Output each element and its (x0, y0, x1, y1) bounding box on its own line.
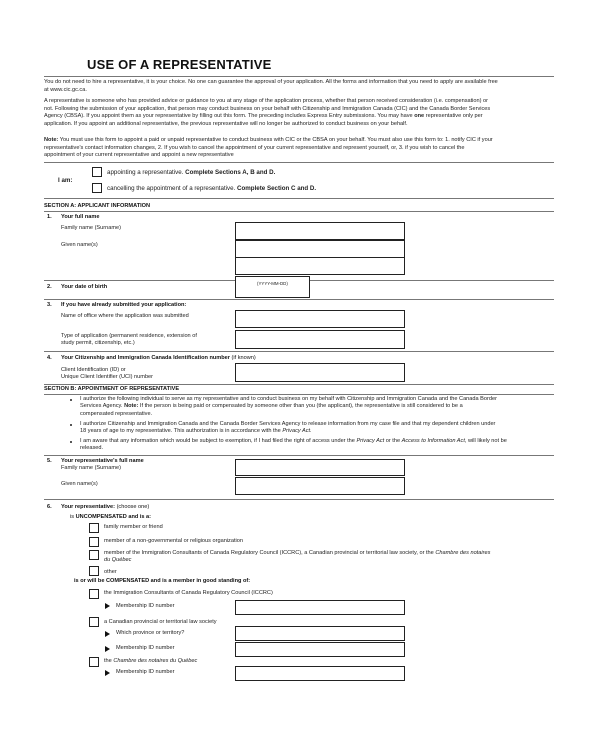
office-label: Name of office where the application was submitted (61, 313, 189, 319)
intro-paragraph-1 (44, 79, 554, 94)
arrow-right-icon (105, 631, 110, 637)
divider (44, 394, 554, 395)
intro-line: A representative is someone who has provided advice or guidance to you at any stage of the application process, whether that person received consideration (i.e. compensation) or (44, 98, 489, 104)
intro-paragraph-2 (44, 98, 554, 128)
statement-act: Privacy Act (356, 438, 385, 444)
application-type-field[interactable] (235, 330, 405, 349)
statement-note-label: Note: (124, 403, 139, 410)
rep-family-name-field[interactable] (235, 459, 405, 476)
q3-label: If you have already submitted your application: (61, 302, 187, 308)
q2-number: 2. (47, 284, 52, 290)
q6-hint: (choose one) (116, 504, 150, 510)
bullet (70, 441, 72, 443)
rep-given-names-label: Given name(s) (61, 481, 98, 487)
statement-act: Privacy Act. (282, 428, 312, 435)
q3-number: 3. (47, 302, 52, 308)
q2-label: Your date of birth (61, 284, 108, 290)
rep-given-names-field[interactable] (235, 477, 405, 495)
statement-text: or the (385, 438, 401, 444)
intro-line: not. Following the submission of your application, that person may conduct business on your behalf with Citizenship and Immigration Canada (CIC) and the Canada Border Services (44, 105, 491, 112)
law-society-membership-label: Membership ID number (116, 645, 175, 651)
option-italic: Chambre des notaires du Québec (113, 658, 198, 664)
cancelling-option (107, 185, 316, 192)
family-name-label: Family name (Surname) (61, 225, 121, 231)
appointing-checkbox[interactable] (92, 167, 102, 177)
law-society-option: a Canadian provincial or territorial law society (104, 619, 217, 625)
label-line: Type of application (permanent residence, extension of (61, 333, 197, 339)
regulatory-member-checkbox[interactable] (89, 550, 99, 560)
notaires-checkbox[interactable] (89, 657, 99, 667)
q5-number: 5. (47, 458, 52, 464)
q1-number: 1. (47, 214, 52, 220)
iccrc-option: the Immigration Consultants of Canada Regulatory Council (ICCRC) (104, 590, 273, 596)
note-line: representative's contact information changes, 2. If you wish to cancel the appointment of your current representative and represent yourself, or, 3. if you wish to cancel the (44, 144, 465, 151)
intro-line: You do not need to hire a representative, it is your choice. No one can guarantee the approval of your application. All the forms and information that you need to apply are available free (44, 79, 498, 85)
statement-line: released. (80, 445, 104, 452)
intro-line (44, 113, 554, 121)
intro-note (44, 137, 554, 160)
family-friend-checkbox[interactable] (89, 523, 99, 533)
arrow-right-icon (105, 670, 110, 676)
office-field[interactable] (235, 310, 405, 328)
option-line (104, 550, 554, 557)
q6-label (61, 504, 149, 510)
q4-label (61, 355, 256, 361)
q4-text: Your Citizenship and Immigration Canada Identification number (61, 355, 230, 361)
q1-label: Your full name (61, 214, 100, 220)
note-line: appointment of your current representative and appoint a new representative (44, 152, 234, 159)
iccrc-membership-label: Membership ID number (116, 603, 175, 609)
q4-number: 4. (47, 355, 52, 361)
authorization-statement-3 (80, 438, 555, 453)
divider (44, 198, 554, 199)
uncompensated-prefix: is (70, 514, 75, 520)
authorization-statement-1 (80, 396, 555, 418)
law-society-checkbox[interactable] (89, 617, 99, 627)
q4-hint: (if known) (231, 355, 256, 361)
intro-line: at www.cic.gc.ca. (44, 86, 87, 93)
divider (44, 499, 554, 500)
q6-text: Your representative: (61, 504, 115, 510)
section-b-heading: SECTION B: APPOINTMENT OF REPRESENTATIVE (44, 386, 180, 392)
divider (44, 299, 554, 300)
divider (44, 455, 554, 456)
other-checkbox[interactable] (89, 566, 99, 576)
notaires-membership-field[interactable] (235, 666, 405, 681)
given-name-field-2[interactable] (235, 257, 405, 275)
iccrc-checkbox[interactable] (89, 589, 99, 599)
label-line: study permit, citizenship, etc.) (61, 340, 135, 347)
option-text: cancelling the appointment of a representative. (107, 185, 236, 192)
uncompensated-text: UNCOMPENSATED and is a: (75, 514, 152, 520)
statement-text: Services Agency. (80, 403, 123, 410)
client-id-label (61, 367, 153, 382)
rep-family-name-label: Family name (Surname) (61, 465, 121, 471)
label-line: Unique Client Identifier (UCI) number (61, 374, 154, 381)
option-italic: Chambre des notaires (435, 550, 491, 556)
notaires-option (104, 658, 197, 665)
page-title: USE OF A REPRESENTATIVE (87, 57, 272, 72)
application-type-label (61, 333, 197, 348)
iccrc-membership-field[interactable] (235, 600, 405, 615)
option-text: appointing a representative. (107, 169, 184, 176)
other-option: other (104, 569, 117, 575)
divider (44, 211, 554, 212)
province-field[interactable] (235, 626, 405, 641)
option-text: member of the Immigration Consultants of Canada Regulatory Council (ICCRC), a Canadian provincial or territorial law society, or the (104, 550, 434, 556)
divider (44, 384, 554, 385)
arrow-right-icon (105, 646, 110, 652)
arrow-right-icon (105, 603, 110, 609)
statement-text: I am aware that any information which would be subject to exemption, if I had filed the right of access under the (80, 438, 355, 444)
statement-line (80, 403, 555, 410)
option-instruction: Complete Section C and D. (237, 185, 317, 192)
option-instruction: Complete Sections A, B and D. (185, 169, 276, 176)
authorization-statement-2 (80, 421, 555, 436)
label-line: Client Identification (ID) or (61, 367, 126, 373)
given-name-field-1[interactable] (235, 240, 405, 258)
given-names-label: Given name(s) (61, 242, 98, 248)
note-line (44, 137, 554, 145)
ngo-option: member of a non-governmental or religious organization (104, 538, 243, 544)
notaires-membership-label: Membership ID number (116, 669, 175, 675)
divider (44, 351, 554, 352)
q5-label: Your representative's full name (61, 458, 144, 464)
note-text: You must use this form to appoint a paid or unpaid representative to conduct business with CIC or the CBSA on your behalf. You must also use this form to: 1. notify CIC if your (59, 137, 493, 143)
bullet (70, 424, 72, 426)
statement-line (80, 428, 555, 435)
uncompensated-heading (70, 514, 151, 520)
statement-line: I authorize the following individual to serve as my representative and to conduct business on my behalf with Citizenship and Immigration Canada and the Canada Border (80, 396, 497, 402)
intro-emphasis: one (414, 113, 425, 120)
ngo-checkbox[interactable] (89, 537, 99, 547)
bullet (70, 399, 72, 401)
statement-text: will likely not be (468, 438, 507, 444)
intro-text: Agency (CBSA). If you appoint them as your representative by filling out this form. The preceding includes Express Entry submissions. You may have (44, 113, 413, 120)
statement-act: Access to Information Act, (401, 438, 467, 444)
option-text: the (104, 658, 112, 664)
intro-line: application. If you appoint an additional representative, the previous representative will no longer be authorized to conduct business on your behalf. (44, 120, 408, 127)
option-line (104, 557, 554, 564)
statement-line (80, 438, 555, 445)
note-label: Note: (44, 137, 59, 143)
statement-text: If the person is being paid or compensated by someone other than you (the applicant), the representative is still considered to be a (139, 403, 463, 410)
appointing-option (107, 169, 275, 176)
province-label: Which province or territory? (116, 630, 185, 636)
client-id-field[interactable] (235, 363, 405, 382)
dob-format-hint: (YYYY-MM-DD) (257, 281, 288, 286)
i-am-label: I am: (58, 177, 73, 184)
section-a-heading: SECTION A: APPLICANT INFORMATION (44, 203, 151, 209)
cancelling-checkbox[interactable] (92, 183, 102, 193)
law-society-membership-field[interactable] (235, 642, 405, 657)
q6-number: 6. (47, 504, 52, 510)
statement-text: 18 years of age to my representative. This authorization is in accordance with the (80, 428, 281, 435)
statement-line: I authorize Citizenship and Immigration Canada and the Canada Border Services Agency to release information from my case file and that my dependent children under (80, 421, 496, 427)
divider (44, 162, 554, 163)
intro-text: representative only per (425, 113, 483, 120)
compensated-heading: is or will be COMPENSATED and is a member in good standing of: (74, 578, 251, 584)
family-friend-option: family member or friend (104, 524, 163, 530)
title-divider (44, 76, 554, 77)
regulatory-member-option (104, 550, 554, 565)
family-name-field[interactable] (235, 222, 405, 240)
option-italic: du Québec (104, 557, 132, 564)
statement-line: compensated representative. (80, 410, 153, 417)
